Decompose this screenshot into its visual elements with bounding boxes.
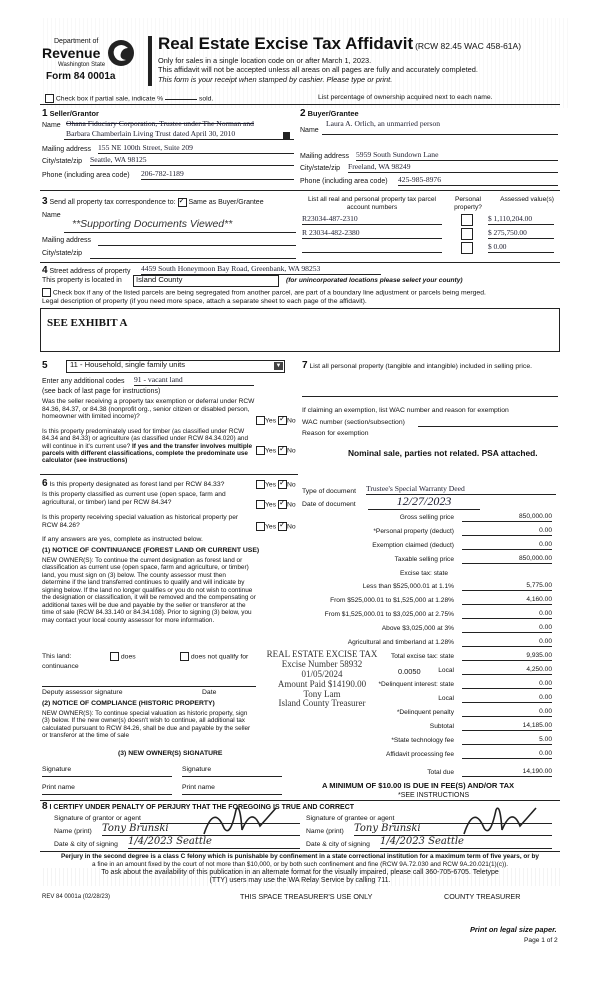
buyer-city-label: City/state/zip [300, 165, 341, 172]
perjury-line-2: a fine in an amount fixed by the court of not more than $10,000, or by both such confinement and fine (RCW 9A.72.030 and RCW 9A.20.021(1)(c)). [92, 860, 508, 868]
perjury-line-1 [40, 853, 560, 861]
q-exemption: Was the seller receiving a property tax exemption or deferral under RCW 84.36, 84.37, or 84.38 (nonprofit org., senior citizen or disabled person, homeowner with limited income)? [42, 398, 255, 421]
doc-type-label: Type of document [302, 488, 357, 495]
form-title: Real Estate Excise Tax Affidavit [158, 34, 414, 53]
sec4-num: 4 [42, 265, 48, 276]
grantee-name[interactable]: Tony Brunski [354, 823, 552, 836]
total-due-value[interactable]: 14,190.00 [462, 768, 552, 777]
page-number: Page 1 of 2 [524, 937, 558, 944]
dept-line1: Department of [54, 38, 99, 45]
access-line-2: (TTY) users may use the WA Relay Service by calling 711. [209, 877, 391, 885]
stamp-line-1: REAL ESTATE EXCISE TAX [266, 649, 378, 659]
sec6-q3-yesno [256, 522, 296, 531]
dept-line3: Washington State [58, 62, 106, 68]
grantor-name[interactable]: Tony Brunski [102, 823, 300, 836]
buyer-name-label: Name [300, 127, 319, 134]
rule-footer [40, 851, 560, 852]
reason-label: Reason for exemption [302, 430, 369, 437]
access-notice [40, 869, 560, 886]
grantor-date-city[interactable]: 1/4/2023 Seattle [128, 836, 300, 849]
chevron-down-icon[interactable]: ▼ [275, 363, 282, 369]
sec6-q2: Is this property classified as current use (open space, farm and agricultural, or timber) land per RCW 84.34? [42, 491, 226, 506]
sec3-text: Send all property tax correspondence to: [49, 199, 176, 206]
tier-row-3 [302, 610, 552, 621]
q1-yes-label: Yes [265, 417, 277, 425]
buyer-heading [300, 108, 359, 120]
grantor-signature-scribble [200, 800, 280, 840]
sec6-num: 6 [42, 478, 48, 489]
sec6-q1-yesno [256, 480, 296, 489]
land-use-value: 11 - Household, single family units [70, 360, 186, 369]
legal-description-box[interactable] [40, 308, 560, 352]
q-timber-text: Is this property predominately used for timber (as classified under RCW 84.34 and 84.33) or agriculture (as classified under RCW 84.34.020) and will continue in it's current use? [42, 428, 249, 450]
seller-city-label: City/state/zip [42, 158, 83, 165]
doc-date[interactable]: 12/27/2023 [368, 495, 480, 510]
processing-fee-value[interactable]: 0.00 [462, 750, 552, 759]
sec7-num: 7 [302, 360, 308, 371]
seller-name-1[interactable]: Ohana Fiduciary Corporation, Trustee under The Norman and [66, 119, 254, 128]
calc-row-taxable [302, 555, 552, 566]
tier5-value[interactable]: 0.00 [462, 638, 552, 647]
form-title-row [158, 34, 521, 54]
land-use-select[interactable] [66, 360, 285, 373]
sec3-city-field[interactable] [90, 249, 296, 259]
dept-line2: Revenue [42, 45, 101, 61]
total-state-value[interactable]: 9,935.00 [462, 652, 552, 661]
form-rcw: (RCW 82.45 WAC 458-61A) [415, 41, 522, 51]
seller-city[interactable]: Seattle, WA 98125 [90, 156, 294, 166]
seller-phone-label: Phone (including area code) [42, 172, 130, 179]
sec7-line-1 [302, 396, 558, 397]
tech-fee-value[interactable]: 5.00 [462, 736, 552, 745]
county-note: (for unincorporated locations please select your county) [286, 277, 463, 284]
buyer-mail-label: Mailing address [300, 153, 350, 160]
legal-paper-note: Print on legal size paper. [470, 925, 557, 934]
does-checkbox[interactable] [110, 652, 119, 661]
excise-state-label: Excise tax: state [400, 570, 449, 577]
calc-row-exemption [302, 541, 552, 552]
sec7-row [302, 360, 556, 372]
buyer-mail[interactable]: 5959 South Sundown Lane [356, 151, 558, 161]
s6q2-yes-checkbox[interactable] [256, 500, 265, 509]
s6q3-no-label: No [286, 523, 296, 531]
wac-label: WAC number (section/subsection) [302, 419, 405, 426]
doc-type[interactable]: Trustee's Special Warranty Deed [366, 485, 556, 495]
stamp-line-6: Island County Treasurer [278, 698, 366, 709]
sec6-q1 [42, 478, 256, 490]
same-as-buyer-checkbox[interactable]: ✓ [178, 195, 186, 205]
rule-2 [40, 190, 560, 191]
deputy-sig-line [42, 686, 256, 687]
q2-no-label: No [286, 447, 296, 455]
header-note-1: Only for sales in a single location code on or after March 1, 2023. [158, 56, 372, 65]
sig-label-2: Signature [182, 766, 212, 773]
seller-name-label: Name [42, 122, 61, 129]
partial-sale-label: Check box if partial sale, indicate % [55, 95, 164, 103]
tier-row-2 [302, 596, 552, 607]
q2-yes-checkbox[interactable] [256, 446, 265, 455]
s6q1-yes-label: Yes [265, 481, 277, 489]
tech-fee-label: *State technology fee [391, 737, 454, 744]
sec6-q1-text: Is this property designated as forest land per RCW 84.33? [49, 481, 225, 488]
dor-logo-icon [106, 38, 136, 68]
taxable-value[interactable]: 850,000.00 [462, 555, 552, 564]
delinq-local-value[interactable]: 0.00 [462, 694, 552, 703]
q2-yes-label: Yes [265, 447, 277, 455]
exemption-label: Exemption claimed (deduct) [372, 542, 454, 549]
delinq-local-label: Local [438, 695, 454, 702]
exempt-question: If claiming an exemption, list WAC number and reason for exemption [302, 407, 509, 414]
local-rate: 0.0050 [398, 667, 421, 676]
parcel-account-3[interactable] [302, 243, 442, 253]
print-name-label-2: Print name [182, 784, 215, 791]
buyer-heading-text: Buyer/Grantee [307, 109, 359, 118]
buyer-phone-label: Phone (including area code) [300, 178, 388, 185]
sec6-q3: Is this property receiving special valuation as historical property per RCW 84.26? [42, 514, 239, 529]
subtotal-row [302, 722, 552, 733]
buyer-phone[interactable]: 425-985-8976 [398, 176, 558, 186]
located-label: This property is located in [42, 277, 122, 284]
additional-codes-label: Enter any additional codes [42, 378, 125, 385]
form-number: Form 84 0001a [46, 71, 116, 82]
q1-no-label: No [286, 417, 296, 425]
deputy-date-label: Date [202, 689, 217, 696]
grantee-date-label: Date & city of signing [306, 841, 370, 848]
tech-fee-row [302, 736, 552, 747]
notice2-title: (2) NOTICE OF COMPLIANCE (HISTORIC PROPERTY) [42, 700, 215, 707]
revision: REV 84 0001a (02/28/23) [42, 894, 111, 900]
notice1-title: (1) NOTICE OF CONTINUANCE (FOREST LAND OR CURRENT USE) [42, 547, 260, 554]
minimum-note: A MINIMUM OF $10.00 IS DUE IN FEE(S) AND/OR TAX [322, 781, 515, 790]
q1-yes-checkbox[interactable] [256, 416, 265, 425]
delinq-state-label: *Delinquent interest: state [378, 681, 454, 688]
q-exemption-yesno [256, 416, 296, 425]
exemption-reason[interactable]: Nominal sale, parties not related. PSA attached. [348, 448, 538, 458]
tier4-label: Above $3,025,000 at 3% [381, 625, 454, 632]
penalty-value[interactable]: 0.00 [462, 708, 552, 717]
legal-description: SEE EXHIBIT A [47, 317, 128, 329]
seller-num: 1 [42, 108, 48, 119]
header-note-2: This affidavit will not be accepted unless all areas on all pages are fully and accurately completed. [158, 65, 478, 75]
see-back-note: (see back of last page for instructions) [42, 388, 161, 395]
access-line-1: To ask about the availability of this publication in an alternate format for the visually impaired, please call 360-705-6705. Teletype [101, 869, 499, 876]
parcel-value-3[interactable]: $ 0.00 [488, 243, 554, 253]
tier2-label: From $525,000.01 to $1,525,000 at 1.28% [330, 597, 454, 604]
q1-no-checkbox[interactable]: ✓ [278, 414, 286, 423]
segregate-row [42, 288, 486, 297]
seller-phone[interactable]: 206-782-1189 [141, 170, 294, 180]
correspondence-row [42, 196, 264, 208]
list-pct-note: List percentage of ownership acquired next to each name. [318, 94, 493, 101]
continuance-label: continuance [42, 663, 79, 670]
subtotal-value[interactable]: 14,185.00 [462, 722, 552, 731]
new-owner-sig-2[interactable] [182, 774, 282, 777]
local-value[interactable]: 4,250.00 [462, 666, 552, 675]
sec3-name-rule [64, 232, 296, 233]
processing-fee-label: Affidavit processing fee [385, 751, 454, 758]
sec7-text: List all personal property (tangible and intangible) included in selling price. [309, 363, 532, 370]
seller-mail-label: Mailing address [42, 146, 92, 153]
header-rule [40, 104, 560, 105]
grantor-date-label: Date & city of signing [54, 841, 118, 848]
q-timber [42, 428, 254, 465]
sec3-num: 3 [42, 196, 48, 207]
personal-value[interactable]: 0.00 [462, 527, 552, 536]
county-select[interactable]: Island County [133, 275, 279, 287]
wac-field[interactable] [418, 418, 558, 427]
personal-checkbox-3[interactable] [461, 242, 473, 254]
tier-row-4 [302, 624, 552, 635]
parcel-account-1[interactable]: R23034-487-2310 [302, 215, 442, 225]
tier1-label: Less than $525,000.01 at 1.1% [362, 583, 454, 590]
same-as-buyer-label: Same as Buyer/Grantee [188, 199, 264, 206]
seller-heading [42, 108, 99, 120]
additional-codes[interactable]: 91 - vacant land [134, 376, 254, 386]
county-treasurer: COUNTY TREASURER [444, 892, 521, 901]
tier1-value[interactable]: 5,775.00 [462, 582, 552, 591]
stamp-line-4: Amount Paid $14190.00 [277, 678, 367, 689]
seller-name-2[interactable]: Barbara Chamberlain Living Trust dated April 30, 2010 [66, 129, 236, 138]
gross-value[interactable]: 850,000.00 [462, 513, 552, 522]
penalty-row [302, 708, 552, 719]
sec3-mail-field[interactable] [98, 236, 296, 246]
see-instructions: *SEE INSTRUCTIONS [398, 792, 470, 799]
partial-pct-field[interactable] [165, 99, 197, 100]
treasurer-stamp [252, 650, 392, 709]
tier-row-1 [302, 582, 552, 593]
personal-checkbox-2[interactable] [461, 228, 473, 240]
seller-mail[interactable]: 155 NE 100th Street, Suite 209 [98, 144, 294, 154]
s6q2-no-checkbox[interactable]: ✓ [278, 498, 286, 507]
calc-row-personal [302, 527, 552, 538]
assessed-col-header: Assessed value(s) [500, 196, 554, 203]
local-label: Local [438, 667, 454, 674]
print-name-label-1: Print name [42, 784, 75, 791]
does-not-label: does not qualify for [190, 653, 249, 661]
notice1-body: NEW OWNER(S): To continue the current designation as forest land or classification as current use (open space, farm and agriculture, or timber) land, you must sign on (3) below. The county assessor must then determine if the land transferred continues to qualify and will indicate by signing below. If the land no longer qualifies or you do not wish to continue the designation or classification, it will be removed and the compensating or additional taxes will be due and payable by the seller or transferor at the time of sale (RCW 84.33.140 or 84.34.108). Prior to signing (3) below, you may contact your local county assessor for more information. [42, 557, 256, 624]
buyer-name-rule [322, 134, 558, 135]
subtotal-label: Subtotal [429, 723, 454, 730]
certify-text: I CERTIFY UNDER PENALTY OF PERJURY THAT THE FOREGOING IS TRUE AND CORRECT [49, 804, 355, 811]
street-address[interactable]: 4459 South Honeymoon Bay Road, Greenbank, WA 98253 [141, 265, 381, 275]
sec8-num: 8 [42, 801, 48, 812]
does-option [110, 652, 136, 661]
street-label: Street address of property [49, 268, 131, 275]
perjury-text-1: Perjury in the second degree is a class C felony which is punishable by confinement in a state correctional institution for a maximum term of five years, or by [60, 853, 539, 860]
buyer-num: 2 [300, 108, 306, 119]
new-owner-print-2[interactable] [182, 792, 282, 795]
tier-row-5 [302, 638, 552, 649]
rule-5 [40, 474, 298, 475]
sec3-city-label: City/state/zip [42, 250, 83, 257]
grantee-print-label: Name (print) [306, 828, 344, 835]
sec5-num: 5 [42, 360, 48, 371]
grantee-sig-label: Signature of grantee or agent [306, 815, 395, 822]
grantee-signature-scribble [460, 800, 540, 840]
header-notes [158, 56, 478, 84]
grantor-print-label: Name (print) [54, 828, 92, 835]
s6q2-yes-label: Yes [265, 501, 277, 509]
supporting-docs-stamp: **Supporting Documents Viewed** [72, 218, 233, 230]
s6q1-no-checkbox[interactable]: ✓ [278, 478, 286, 487]
does-label: does [120, 653, 136, 661]
notice2-body: NEW OWNER(S): To continue special valuation as historic property, sign (3) below. If the new owner(s) doesn't wish to continue, all additional tax calculated pursuant to RCW 84.26, shall be due and payable by the seller or transferor at the time of sale [42, 710, 251, 740]
seller-name-rule [64, 139, 294, 140]
buyer-name[interactable]: Laura A. Orlich, an unmarried person [326, 119, 441, 128]
partial-sale-row [45, 94, 213, 103]
delinq-state-value[interactable]: 0.00 [462, 680, 552, 689]
personal-label: *Personal property (deduct) [373, 528, 454, 535]
s6q3-no-checkbox[interactable]: ✓ [278, 520, 286, 529]
new-owner-sig-title: (3) NEW OWNER(S) SIGNATURE [118, 750, 223, 757]
processing-fee-row [302, 750, 552, 761]
exemption-value[interactable]: 0.00 [462, 541, 552, 550]
personal-col-header: Personal property? [454, 196, 482, 211]
treasurer-use: THIS SPACE TREASURER'S USE ONLY [240, 892, 373, 901]
sec6-q2-yesno [256, 500, 296, 509]
grantee-date-city[interactable]: 1/4/2023 Seattle [380, 836, 552, 849]
tier2-value[interactable]: 4,160.00 [462, 596, 552, 605]
segregate-checkbox[interactable] [42, 288, 51, 297]
s6q2-no-label: No [286, 501, 296, 509]
partial-sale-checkbox[interactable] [45, 94, 54, 103]
tier5-label: Agricultural and timberland at 1.28% [347, 639, 454, 646]
new-owner-sig-1[interactable] [42, 774, 172, 777]
tier3-value[interactable]: 0.00 [462, 610, 552, 619]
perjury-notice [40, 853, 560, 868]
new-owner-print-1[interactable] [42, 792, 172, 795]
legal-label: Legal description of property (if you need more space, attach a separate sheet to each page of the affidavit). [42, 298, 367, 305]
sold-label: sold. [198, 95, 214, 103]
certify-row [42, 801, 354, 813]
total-due-row [302, 768, 552, 779]
personal-checkbox-1[interactable] [461, 214, 473, 226]
sig-label-1: Signature [42, 766, 72, 773]
taxable-label: Taxable selling price [394, 556, 454, 563]
parcel-value-2[interactable]: $ 275,750.00 [488, 229, 554, 239]
grantor-sig-label: Signature of grantor or agent [54, 815, 141, 822]
parcel-value-1[interactable]: $ 1,110,204.00 [488, 215, 554, 225]
segregate-label: Check box if any of the listed parcels are being segregated from another parcel, are part of a boundary line adjustment or parcels being merged. [52, 289, 486, 297]
header-divider [148, 36, 152, 86]
seller-heading-text: Seller/Grantor [49, 109, 99, 118]
header-note-3: This form is your receipt when stamped by cashier. Please type or print. [158, 74, 393, 84]
if-yes-note: If any answers are yes, complete as instructed below. [42, 536, 203, 543]
does-not-option [180, 652, 248, 661]
tier3-label: From $1,525,000.01 to $3,025,000 at 2.75% [324, 611, 454, 618]
s6q1-yes-checkbox[interactable] [256, 480, 265, 489]
scroll-marker-icon [283, 132, 290, 139]
deputy-sig-label: Deputy assessor signature [42, 689, 123, 696]
s6q1-no-label: No [286, 481, 296, 489]
q2-no-checkbox[interactable]: ✓ [278, 444, 286, 453]
s6q3-yes-checkbox[interactable] [256, 522, 265, 531]
q-timber-yesno [256, 446, 296, 455]
rule-3 [40, 262, 560, 263]
calc-row-gross [302, 513, 552, 524]
sec3-name-label: Name [42, 212, 61, 219]
parcels-col-header: List all real and personal property tax parcel account numbers [308, 196, 436, 211]
stamp-line-3: 01/05/2024 [301, 668, 343, 679]
parcel-account-2[interactable]: R 23034-482-2380 [302, 229, 442, 239]
total-due-label: Total due [427, 769, 454, 776]
q-timber-note: If yes and the transfer involves multiple parcels with different classifications, complete the predominate use calculator (see instructions) [42, 442, 253, 465]
this-land-label: This land: [42, 653, 72, 660]
penalty-label: *Delinquent penalty [396, 709, 454, 716]
stamp-line-5: Tony Lam [303, 688, 341, 699]
doc-date-label: Date of document [302, 501, 356, 508]
buyer-city[interactable]: Freeland, WA 98249 [348, 163, 558, 173]
total-state-label: Total excise tax: state [390, 653, 454, 660]
does-not-checkbox[interactable] [180, 652, 189, 661]
tier4-value[interactable]: 0.00 [462, 624, 552, 633]
stamp-line-2: Excise Number 58932 [281, 658, 363, 669]
gross-label: Gross selling price [399, 514, 454, 521]
sec3-mail-label: Mailing address [42, 237, 92, 244]
street-row [42, 265, 130, 277]
s6q3-yes-label: Yes [265, 523, 277, 531]
